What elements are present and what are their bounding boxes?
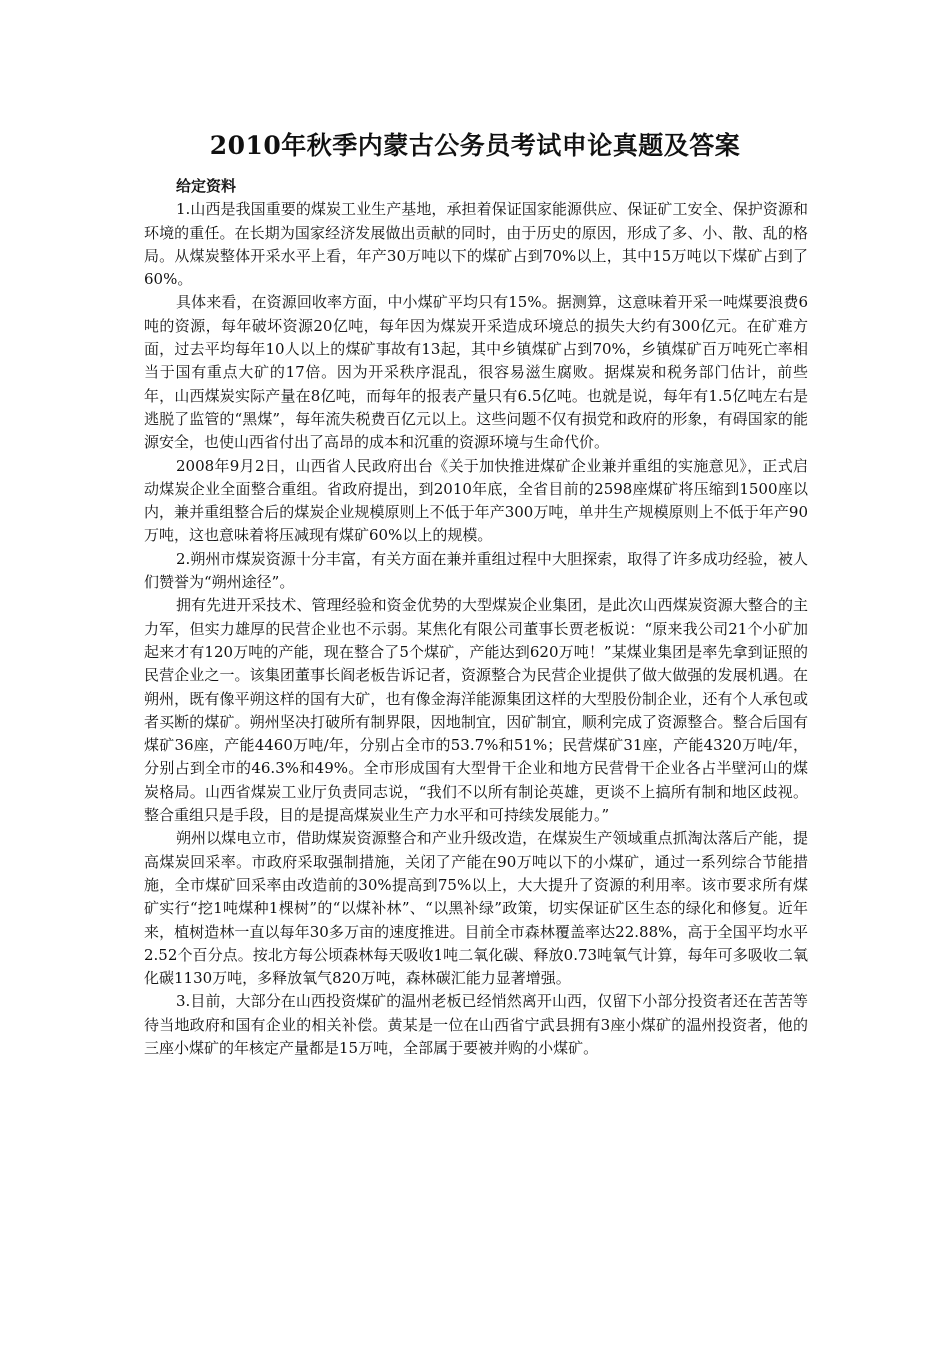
paragraph-5: 拥有先进开采技术、管理经验和资金优势的大型煤炭企业集团，是此次山西煤炭资源大整合的主力军，但实力雄厚的民营企业也不示弱。某焦化有限公司董事长贾老板说：“原来我公司21个小矿加起来才有120万吨的产能，现在整合了5个煤矿，产能达到620万吨！”某煤业集团是率先拿到证照的民营企业之一。该集团董事长阎老板告诉记者，资源整合为民营企业提供了做大做强的发展机遇。在朔州，既有像平朔这样的国有大矿，也有像金海洋能源集团这样的大型股份制企业，还有个人承包或者买断的煤矿。朔州坚决打破所有制界限，因地制宜，因矿制宜，顺利完成了资源整合。整合后国有煤矿36座，产能4460万吨/年，分别占全市的53.7%和51%；民营煤矿31座，产能4320万吨/年，分别占到全市的46.3%和49%。全市形成国有大型骨干企业和地方民营骨干企业各占半壁河山的煤炭格局。山西省煤炭工业厅负责同志说，“我们不以所有制论英雄，更谈不上搞所有制和地区歧视。整合重组只是手段，目的是提高煤炭业生产力水平和可持续发展能力。” <box>144 596 808 825</box>
paragraph-3: 2008年9月2日，山西省人民政府出台《关于加快推进煤矿企业兼并重组的实施意见》，正式启动煤炭企业全面整合重组。省政府提出，到2010年底，全省目前的2598座煤矿将压缩到1500座以内，兼并重组整合后的煤炭企业规模原则上不低于年产300万吨，单井生产规模原则上不低于年产90万吨，这也意味着将压减现有煤矿60%以上的规模。 <box>144 456 808 545</box>
section-label: 给定资料 <box>176 177 237 195</box>
paragraph-2: 具体来看，在资源回收率方面，中小煤矿平均只有15%。据测算，这意味着开采一吨煤要浪费6吨的资源，每年破坏资源20亿吨，每年因为煤炭开采造成环境总的损失大约有300亿元。在矿难方面，过去平均每年10人以上的煤矿事故有13起，其中乡镇煤矿占到70%，乡镇煤矿百万吨死亡率相当于国有重点大矿的17倍。因为开采秩序混乱，很容易滋生腐败。据煤炭和税务部门估计，前些年，山西煤炭实际产量在8亿吨，而每年的报表产量只有6.5亿吨。也就是说，每年有1.5亿吨左右是逃脱了监管的“黑煤”，每年流失税费百亿元以上。这些问题不仅有损党和政府的形象，有碍国家的能源安全，也使山西省付出了高昂的成本和沉重的资源环境与生命代价。 <box>144 293 808 452</box>
paragraph-6: 朔州以煤电立市，借助煤炭资源整合和产业升级改造，在煤炭生产领域重点抓淘汰落后产能，提高煤炭回采率。市政府采取强制措施，关闭了产能在90万吨以下的小煤矿，通过一系列综合节能措施，全市煤矿回采率由改造前的30%提高到75%以上，大大提升了资源的利用率。该市要求所有煤矿实行“挖1吨煤种1棵树”的“以煤补林”、“以黑补绿”政策，切实保证矿区生态的绿化和修复。近年来，植树造林一直以每年30多万亩的速度推进。目前全市森林覆盖率达22.88%，高于全国平均水平2.52个百分点。按北方每公顷森林每天吸收1吨二氧化碳、释放0.73吨氧气计算，每年可多吸收二氧化碳1130万吨，多释放氧气820万吨，森林碳汇能力显著增强。 <box>144 829 808 988</box>
paragraph-7: 3.目前，大部分在山西投资煤矿的温州老板已经悄然离开山西，仅留下小部分投资者还在苦苦等待当地政府和国有企业的相关补偿。黄某是一位在山西省宁武县拥有3座小煤矿的温州投资者，他的三座小煤矿的年核定产量都是15万吨，全部属于要被并购的小煤矿。 <box>144 992 808 1057</box>
document-title: 2010年秋季内蒙古公务员考试申论真题及答案 <box>209 131 741 160</box>
paragraph-1: 1.山西是我国重要的煤炭工业生产基地，承担着保证国家能源供应、保证矿工安全、保护资源和环境的重任。在长期为国家经济发展做出贡献的同时，由于历史的原因，形成了多、小、散、乱的格局。从煤炭整体开采水平上看，年产30万吨以下的煤矿占到70%以上，其中15万吨以下煤矿占到了60%。 <box>144 200 808 289</box>
paragraph-4: 2.朔州市煤炭资源十分丰富，有关方面在兼并重组过程中大胆探索，取得了许多成功经验，被人们赞誉为“朔州途径”。 <box>144 549 808 592</box>
document-body <box>144 175 808 1060</box>
